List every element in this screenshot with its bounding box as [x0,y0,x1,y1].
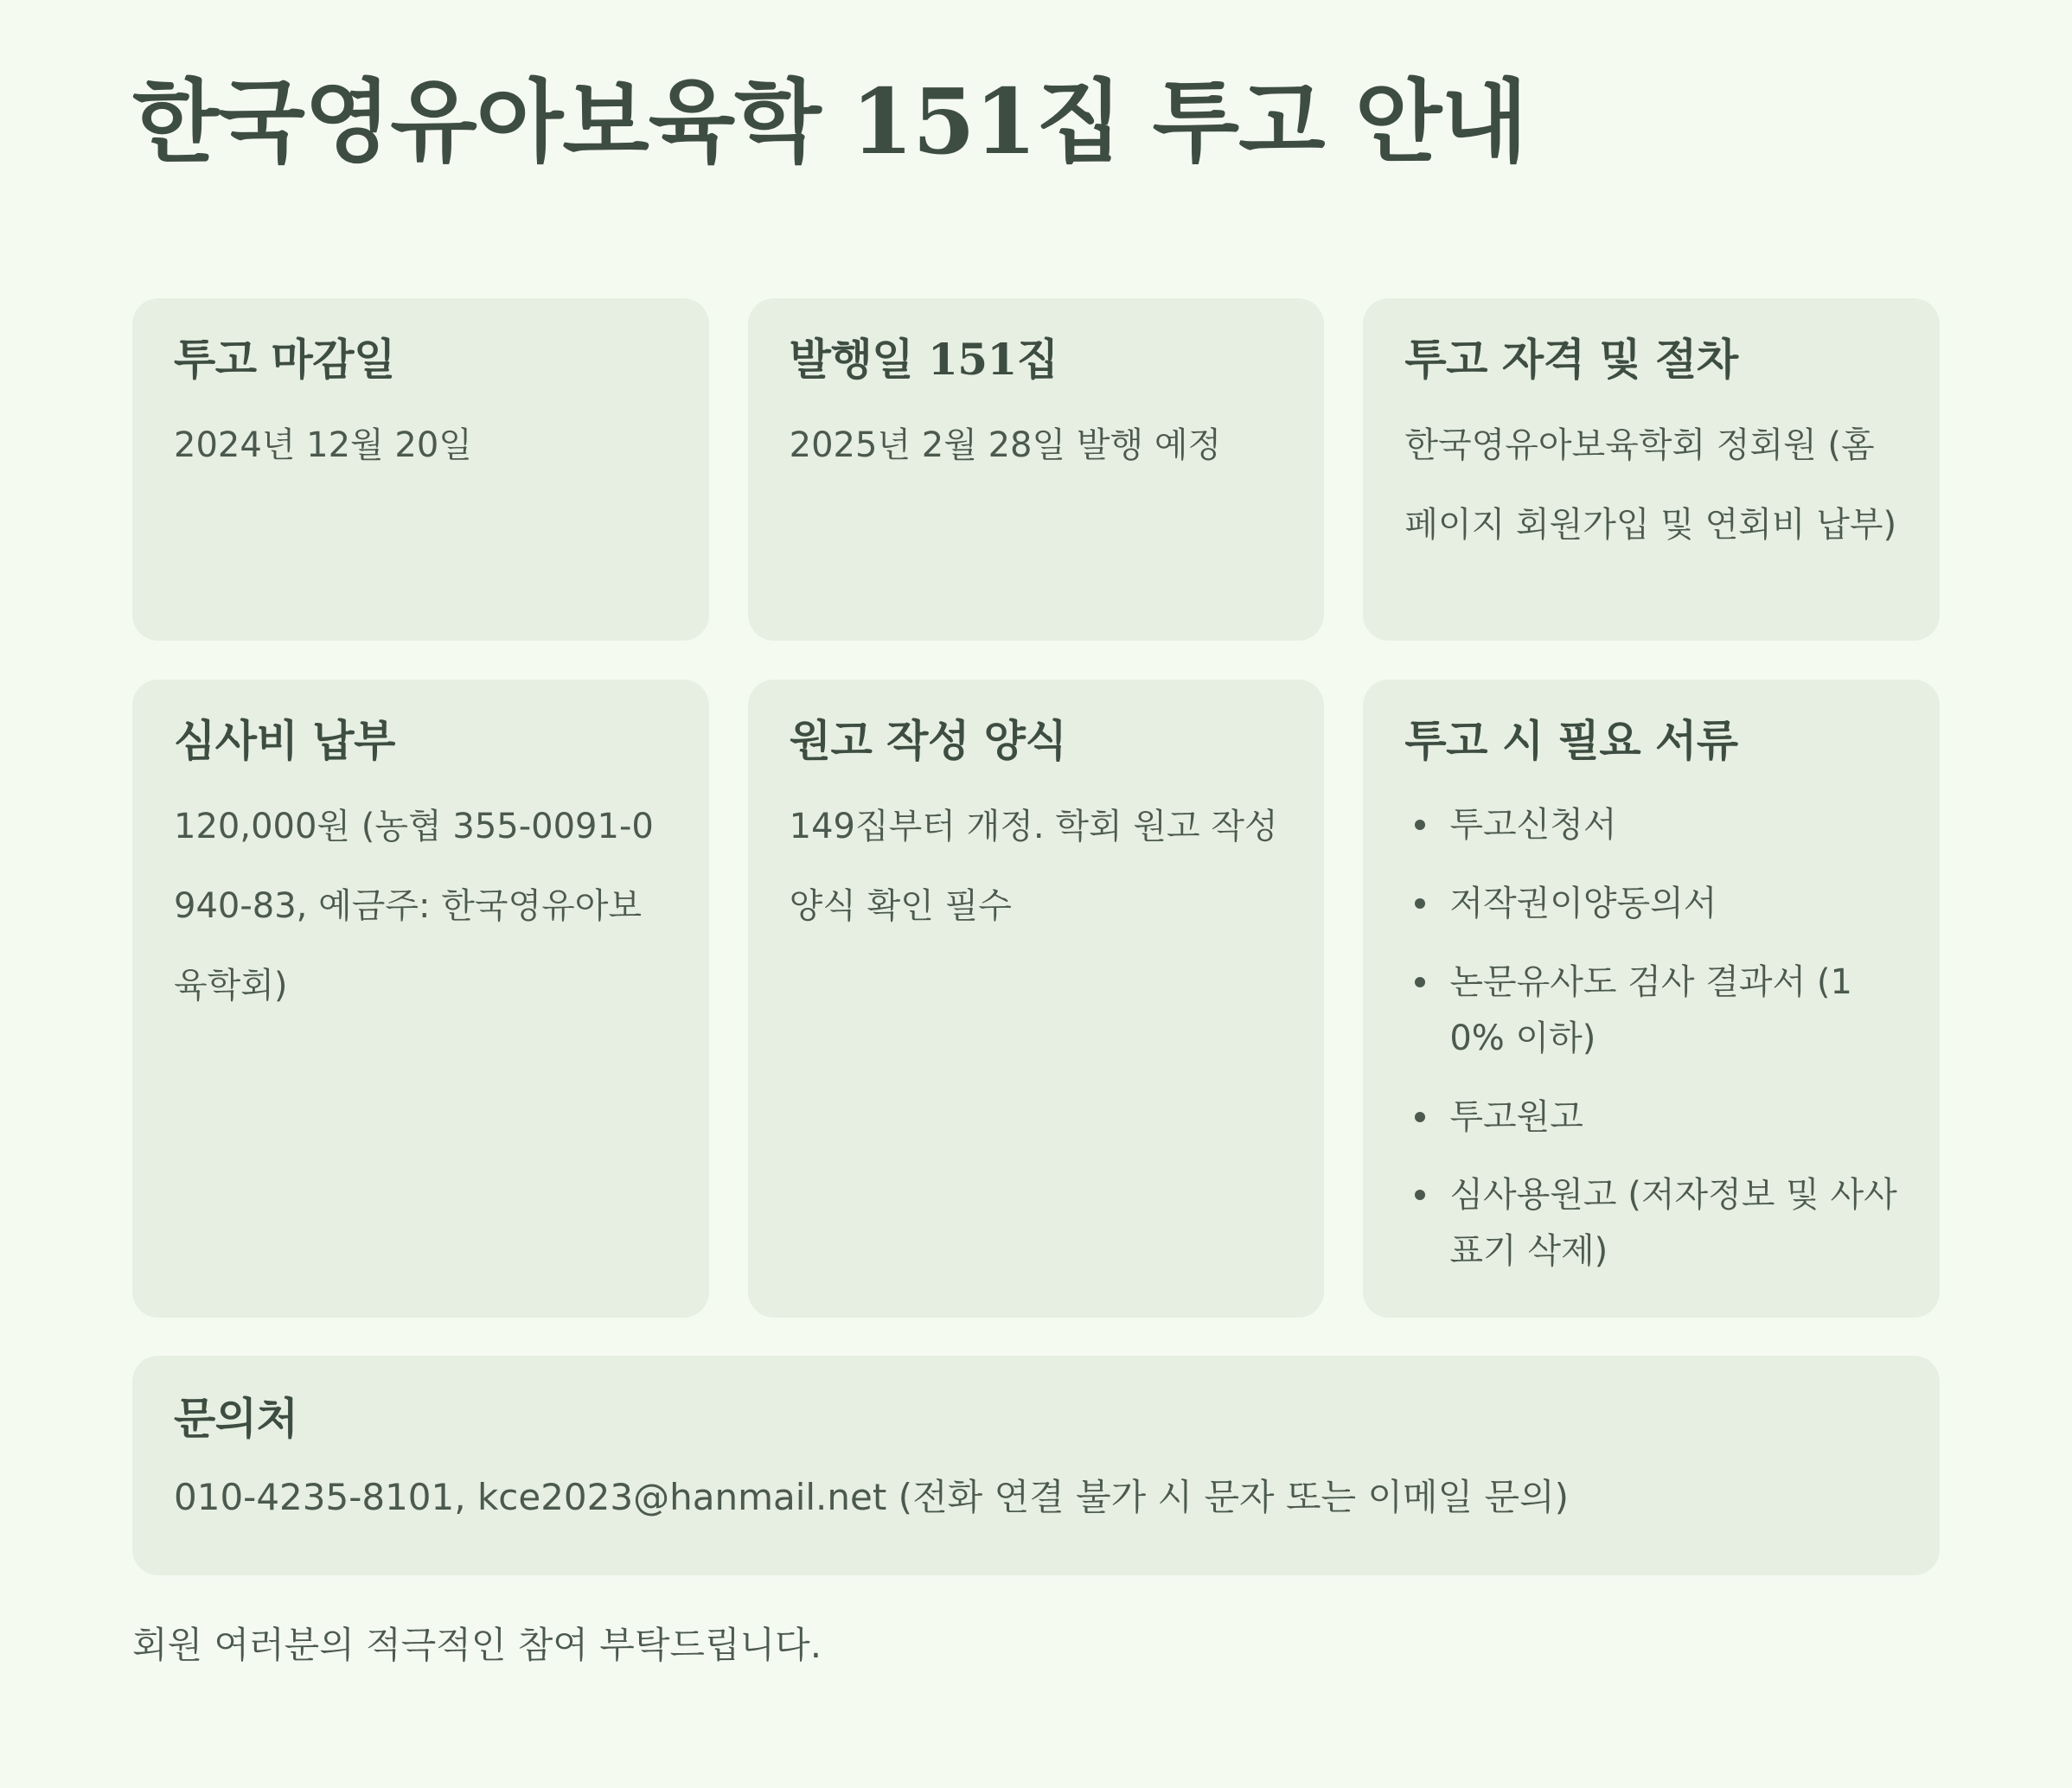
list-item-label: 심사용원고 (저자정보 및 사사표기 삭제) [1449,1175,1897,1272]
page-title-suffix: 집 투고 안내 [1036,69,1527,175]
card-title: 투고 시 필요 서류 [1404,715,1738,766]
card-submission-deadline [132,298,709,641]
bullet-dot-icon [1415,1112,1425,1122]
list-item-label: 투고신청서 [1449,805,1617,846]
bullet-dot-icon [1415,1190,1425,1200]
card-manuscript-format [748,680,1325,1318]
bullet-dot-icon [1415,820,1425,830]
list-item-label: 투고원고 [1449,1096,1583,1137]
card-title-issue-number: 151 [927,333,1017,385]
page-title-prefix: 한국영유아보육학 [132,69,851,175]
bullet-dot-icon [1415,898,1425,909]
card-title: 심사비 납부 [174,715,395,766]
list-item [1404,1167,1898,1280]
list-item [1404,955,1898,1067]
card-title-prefix: 발행일 [789,334,928,385]
card-body: 120,000원 (농협 355-0091-0940-83, 예금주: 한국영유아보육학회) [174,807,654,1006]
list-item [1404,1089,1898,1146]
list-item [1404,876,1898,932]
card-body: 2025년 2월 28일 발행 예정 [789,425,1222,466]
closing-note: 회원 여러분의 적극적인 참여 부탁드립니다. [132,1623,822,1666]
card-body: 149집부터 개정. 학회 원고 작성 양식 확인 필수 [789,807,1278,927]
card-body: 한국영유아보육학회 정회원 (홈페이지 회원가입 및 연회비 납부) [1404,425,1897,546]
card-contact [132,1356,1940,1575]
card-eligibility-procedure [1363,298,1940,641]
card-review-fee [132,680,709,1318]
card-title-suffix: 집 [1016,334,1058,385]
card-required-documents [1363,680,1940,1318]
page-title-issue-number: 151 [850,68,1037,175]
card-title: 투고 마감일 [174,334,395,385]
required-documents-list [1404,797,1898,1280]
list-item [1404,797,1898,853]
card-body: 2024년 12월 20일 [174,425,472,466]
info-card-grid [132,298,1940,1318]
card-title: 투고 자격 및 절차 [1404,334,1738,385]
list-item-label: 저작권이양동의서 [1449,884,1717,924]
card-title: 원고 작성 양식 [789,715,1067,766]
list-item-label: 논문유사도 검사 결과서 (10% 이하) [1449,961,1852,1058]
page-title [132,67,1940,177]
card-title [790,333,1283,387]
card-publication-date [748,298,1325,641]
card-title: 문의처 [174,1393,298,1444]
card-body: 010-4235-8101, kce2023@hanmail.net (전화 연결 불가 시 문자 또는 이메일 문의) [174,1476,1570,1519]
bullet-dot-icon [1415,977,1425,987]
